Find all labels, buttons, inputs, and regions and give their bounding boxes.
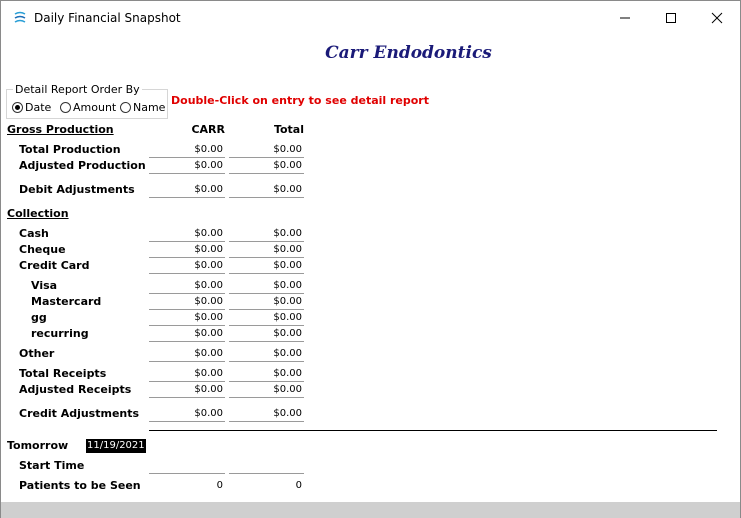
tomorrow-date-field[interactable]: 11/19/2021 <box>87 440 145 451</box>
value-cell[interactable]: $0.00 <box>229 143 304 158</box>
radio-label-amount: Amount <box>73 101 117 114</box>
value-cell[interactable]: $0.00 <box>149 243 225 258</box>
value-cell[interactable]: $0.00 <box>149 227 225 242</box>
minimize-icon <box>619 12 631 24</box>
row-label: Mastercard <box>31 295 102 308</box>
row-label: Cheque <box>19 243 66 256</box>
value-cell[interactable]: $0.00 <box>149 347 225 362</box>
value-cell[interactable]: $0.00 <box>229 327 304 342</box>
value-cell[interactable]: $0.00 <box>149 183 225 198</box>
row-label: Cash <box>19 227 49 240</box>
radio-label-date: Date <box>25 101 52 114</box>
radio-unchecked-icon <box>120 102 131 113</box>
value-cell[interactable]: $0.00 <box>229 159 304 174</box>
start-time-total[interactable] <box>229 459 304 474</box>
row-label: Total Production <box>19 143 121 156</box>
column-header-carr: CARR <box>191 123 225 136</box>
value-cell[interactable]: $0.00 <box>149 143 225 158</box>
company-name: Carr Endodontics <box>325 43 492 63</box>
value-cell[interactable]: $0.00 <box>149 159 225 174</box>
minimize-button[interactable] <box>602 1 648 34</box>
close-icon <box>711 12 723 24</box>
status-bar <box>1 502 740 518</box>
close-button[interactable] <box>694 1 740 34</box>
row-label: Visa <box>31 279 58 292</box>
start-time-carr[interactable] <box>149 459 225 474</box>
value-cell[interactable]: $0.00 <box>229 383 304 398</box>
row-label: Other <box>19 347 55 360</box>
row-label: Adjusted Receipts <box>19 383 132 396</box>
order-by-groupbox <box>6 83 168 119</box>
value-cell[interactable]: $0.00 <box>149 367 225 382</box>
detail-report-hint: Double-Click on entry to see detail report <box>171 94 429 107</box>
order-by-name-radio[interactable] <box>120 101 165 114</box>
order-by-date-radio[interactable] <box>12 101 51 114</box>
value-cell[interactable]: $0.00 <box>149 279 225 294</box>
window-title: Daily Financial Snapshot <box>34 11 181 25</box>
value-cell[interactable]: $0.00 <box>229 243 304 258</box>
order-by-amount-radio[interactable] <box>60 101 116 114</box>
row-label: gg <box>31 311 47 324</box>
maximize-icon <box>665 12 677 24</box>
value-cell[interactable]: $0.00 <box>149 311 225 326</box>
value-cell[interactable]: $0.00 <box>149 383 225 398</box>
section-divider <box>149 430 717 431</box>
row-label: Credit Card <box>19 259 90 272</box>
row-label: Total Receipts <box>19 367 107 380</box>
radio-checked-icon <box>12 102 23 113</box>
start-time-label: Start Time <box>19 459 85 472</box>
row-label: Adjusted Production <box>19 159 146 172</box>
value-cell[interactable]: $0.00 <box>229 227 304 242</box>
value-cell[interactable]: $0.00 <box>229 367 304 382</box>
patients-carr[interactable]: 0 <box>216 480 223 491</box>
value-cell[interactable]: $0.00 <box>229 311 304 326</box>
value-cell[interactable]: $0.00 <box>149 407 225 422</box>
collection-heading: Collection <box>7 207 69 220</box>
title-bar[interactable] <box>1 1 740 34</box>
row-label: Debit Adjustments <box>19 183 135 196</box>
value-cell[interactable]: $0.00 <box>149 327 225 342</box>
radio-label-name: Name <box>133 101 166 114</box>
patients-label: Patients to be Seen <box>19 479 141 492</box>
value-cell[interactable]: $0.00 <box>149 259 225 274</box>
row-label: recurring <box>31 327 89 340</box>
value-cell[interactable]: $0.00 <box>229 295 304 310</box>
tomorrow-label: Tomorrow <box>7 439 69 452</box>
value-cell[interactable]: $0.00 <box>229 279 304 294</box>
value-cell[interactable]: $0.00 <box>229 183 304 198</box>
patients-total[interactable]: 0 <box>295 480 302 491</box>
gross-production-heading: Gross Production <box>7 123 114 136</box>
row-label: Credit Adjustments <box>19 407 140 420</box>
maximize-button[interactable] <box>648 1 694 34</box>
value-cell[interactable]: $0.00 <box>149 295 225 310</box>
app-logo-icon <box>12 10 28 26</box>
value-cell[interactable]: $0.00 <box>229 259 304 274</box>
radio-unchecked-icon <box>60 102 71 113</box>
value-cell[interactable]: $0.00 <box>229 407 304 422</box>
value-cell[interactable]: $0.00 <box>229 347 304 362</box>
order-by-label: Detail Report Order By <box>15 83 140 96</box>
column-header-total: Total <box>273 123 304 136</box>
